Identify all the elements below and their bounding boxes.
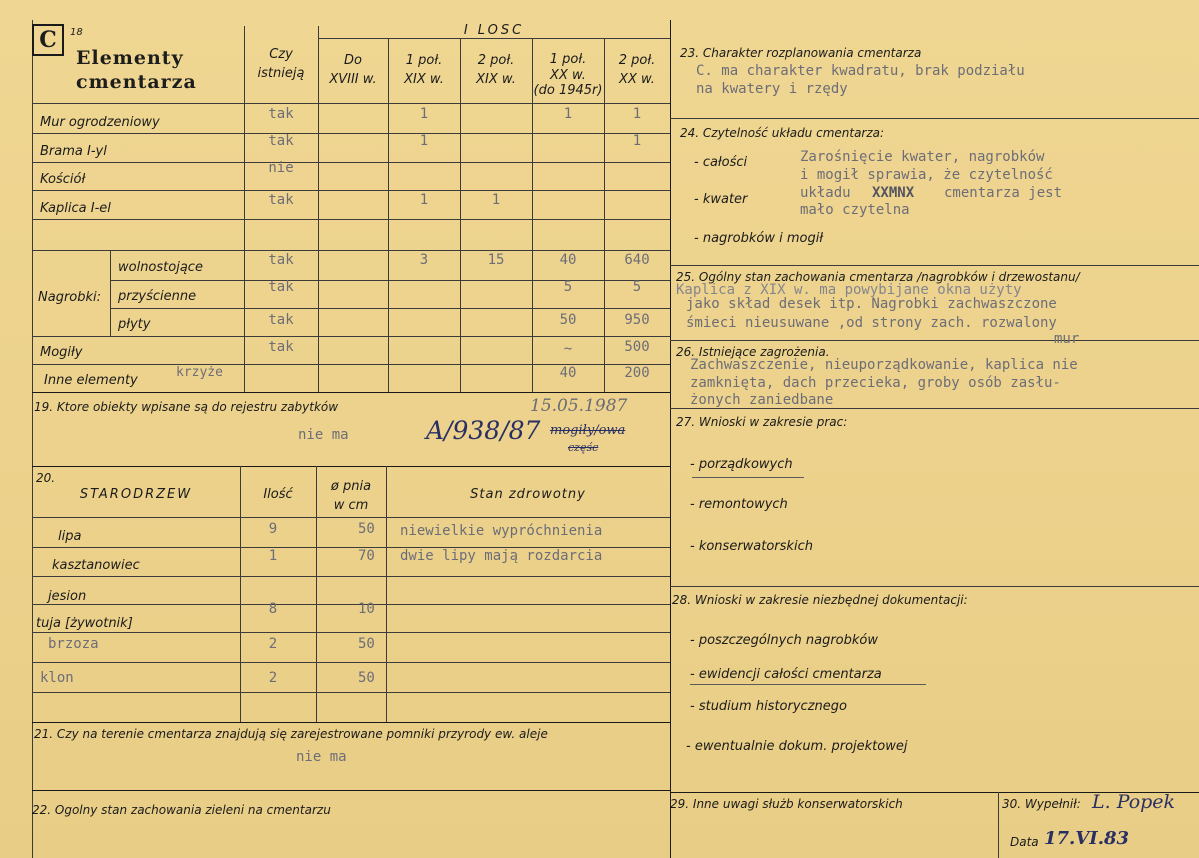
s21-value: nie ma [296, 749, 347, 765]
czy-value: tak [268, 192, 294, 208]
col-do-xviii: Do XVIII w. [329, 53, 377, 87]
s30-date-label: Data [1010, 835, 1039, 849]
s27-item-remontowych: - remontowych [690, 497, 788, 512]
s20-number: 20. [36, 471, 56, 485]
row-label: Kaplica I-el [40, 201, 111, 216]
col-czy-istnieja: Czy istnieją [257, 47, 305, 81]
s28-label: 28. Wnioski w zakresie niezbędnej dokumentacji: [672, 593, 968, 607]
s28-item4: - ewentualnie dokum. projektowej [686, 739, 908, 754]
tree-pnia: 50 [358, 521, 375, 537]
s24-text4: mało czytelna [800, 202, 910, 218]
tree-ilosc: 9 [268, 521, 278, 537]
col-1pol-xx: 1 poł. XX w. (do 1945r) [533, 52, 603, 99]
center-divider [670, 20, 671, 858]
col-2pol-xix: 2 poł. XIX w. [476, 53, 516, 87]
tree-ilosc: 2 [268, 636, 278, 652]
s25-line3: mur [1054, 331, 1080, 347]
s30-filled-by-name: L. Popek [1092, 791, 1176, 813]
row-label: Mur ogrodzeniowy [40, 115, 160, 130]
czy-value: tak [268, 133, 294, 149]
s28-item3: - studium historycznego [690, 699, 847, 714]
tree-pnia: 50 [358, 636, 375, 652]
tree-ilosc: 1 [268, 548, 278, 564]
s19-hand-date: 15.05.1987 [530, 396, 628, 416]
qty-cell: 15 [487, 252, 505, 268]
tree-name: klon [40, 670, 74, 686]
s24-item-kwater: - kwater [694, 192, 748, 207]
czy-value: nie [268, 160, 294, 176]
qty-cell: 5 [632, 279, 642, 295]
qty-cell: 200 [624, 365, 650, 381]
col-ilosc: I LOSC [463, 23, 525, 38]
tree-pnia: 50 [358, 670, 375, 686]
czy-value: tak [268, 339, 294, 355]
s28-item1: - poszczególnych nagrobków [690, 633, 878, 648]
czy-value: tak [268, 252, 294, 268]
elements-title-line2: cmentarza [76, 71, 197, 93]
tree-name: brzoza [48, 636, 99, 652]
s26-line3: żonych zaniedbane [690, 392, 834, 408]
s27-item-konserwatorskich: - konserwatorskich [690, 539, 813, 554]
row-label: Inne elementy [44, 373, 138, 388]
nagrobki-label: Nagrobki: [38, 290, 102, 305]
header-bottom-line [32, 103, 670, 104]
col-1pol-xix: 1 poł. XIX w. [404, 53, 444, 87]
elements-title-line1: Elementy [76, 47, 184, 69]
s23-line2: na kwatery i rzędy [696, 81, 848, 97]
qty-cell: 1 [419, 192, 429, 208]
s27-label: 27. Wnioski w zakresie prac: [676, 415, 848, 429]
row-label: Brama I-yl [40, 144, 107, 159]
row-label: Kościół [40, 172, 86, 187]
col-2pol-xx: 2 poł. XX w. [618, 53, 656, 87]
s24-item-calosci: - całości [694, 155, 748, 170]
form-letter-box: C [32, 24, 64, 56]
tree-stan: dwie lipy mają rozdarcia [400, 548, 603, 564]
qty-cell: 50 [559, 312, 577, 328]
s23-label: 23. Charakter rozplanowania cmentarza [680, 46, 922, 60]
s24-text2: i mogił sprawia, że czytelność [800, 167, 1053, 183]
tree-name: tuja [żywotnik] [36, 616, 133, 631]
row-extra: krzyże [176, 365, 223, 380]
qty-cell: ~ [563, 341, 573, 357]
tree-stan: niewielkie wypróchnienia [400, 523, 603, 539]
s25-line1: jako skład desek itp. Nagrobki zachwaszczone [686, 296, 1057, 312]
s25-line2: śmieci nieusuwane ,od strony zach. rozwalony [686, 315, 1057, 331]
czy-value: tak [268, 106, 294, 122]
qty-cell: 1 [419, 106, 429, 122]
s19-hand-strike: mogiły/owa [550, 423, 626, 438]
qty-cell: 1 [491, 192, 501, 208]
s24-item-nagrobkow: - nagrobków i mogił [694, 231, 824, 246]
s29-label: 29. Inne uwagi służb konserwatorskich [670, 797, 903, 811]
tree-ilosc: 8 [268, 601, 278, 617]
qty-cell: 3 [419, 252, 429, 268]
s27-item-porzadkowych: - porządkowych [690, 457, 793, 472]
qty-cell: 500 [624, 339, 650, 355]
tree-name: kasztanowiec [52, 558, 140, 573]
s28-item2: - ewidencji całości cmentarza [690, 667, 882, 682]
qty-cell: 1 [632, 133, 642, 149]
left-margin-line [32, 20, 33, 858]
czy-value: tak [268, 312, 294, 328]
s21-label: 21. Czy na terenie cmentarza znajdują się zarejestrowane pomniki przyrody ew. aleje [34, 727, 548, 741]
section-number: 18 [70, 27, 83, 38]
s30-label: 30. Wypełnił: [1002, 797, 1081, 811]
s22-label: 22. Ogolny stan zachowania zieleni na cmentarzu [32, 803, 331, 817]
s24-text1: Zarośnięcie kwater, nagrobków [800, 149, 1045, 165]
s19-label: 19. Ktore obiekty wpisane są do rejestru zabytków [34, 400, 339, 414]
s19-value: nie ma [298, 427, 349, 443]
ilosc-underline [318, 38, 670, 39]
qty-cell: 950 [624, 312, 650, 328]
qty-cell: 5 [563, 279, 573, 295]
s24-text3c: cmentarza jest [944, 185, 1063, 201]
qty-cell: 1 [632, 106, 642, 122]
s20-col-stan: Stan zdrowotny [470, 487, 586, 502]
s26-line2: zamknięta, dach przecieka, groby osób zasłu- [690, 375, 1061, 391]
qty-cell: 1 [563, 106, 573, 122]
row-label: Mogiły [40, 345, 83, 360]
qty-cell: 40 [559, 252, 577, 268]
s19-hand-register: A/938/87 [426, 416, 541, 445]
s20-col-name: STARODRZEW [79, 487, 193, 502]
tree-name: lipa [58, 529, 82, 544]
s24-text3a: układu [800, 185, 851, 201]
row-label: wolnostojące [118, 260, 203, 275]
s19-hand-strike2: częśc [568, 441, 599, 454]
czy-value: tak [268, 279, 294, 295]
row-label: płyty [118, 317, 151, 332]
s20-col-ilosc: Ilość [263, 487, 293, 502]
tree-pnia: 70 [358, 548, 375, 564]
s25-under-text: Kaplica z XIX w. ma powybijane okna użyty [676, 282, 1022, 298]
s26-line1: Zachwaszczenie, nieuporządkowanie, kaplica nie [690, 357, 1078, 373]
qty-cell: 1 [419, 133, 429, 149]
tree-pnia: 10 [358, 601, 375, 617]
s25-label: 25. Ogólny stan zachowania cmentarza /nagrobków i drzewostanu/ [676, 270, 1080, 284]
row-label: przyścienne [118, 289, 197, 304]
s20-col-pnia: ø pnia w cm [330, 479, 372, 513]
s24-text3b: XXMNX [872, 185, 915, 201]
s23-line1: C. ma charakter kwadratu, brak podziału [696, 63, 1025, 79]
tree-ilosc: 2 [268, 670, 278, 686]
qty-cell: 40 [559, 365, 577, 381]
tree-name: jesion [48, 589, 87, 604]
s24-label: 24. Czytelność układu cmentarza: [680, 126, 885, 140]
qty-cell: 640 [624, 252, 650, 268]
s26-label: 26. Istniejące zagrożenia. [676, 345, 830, 359]
s30-date: 17.VI.83 [1044, 828, 1130, 849]
